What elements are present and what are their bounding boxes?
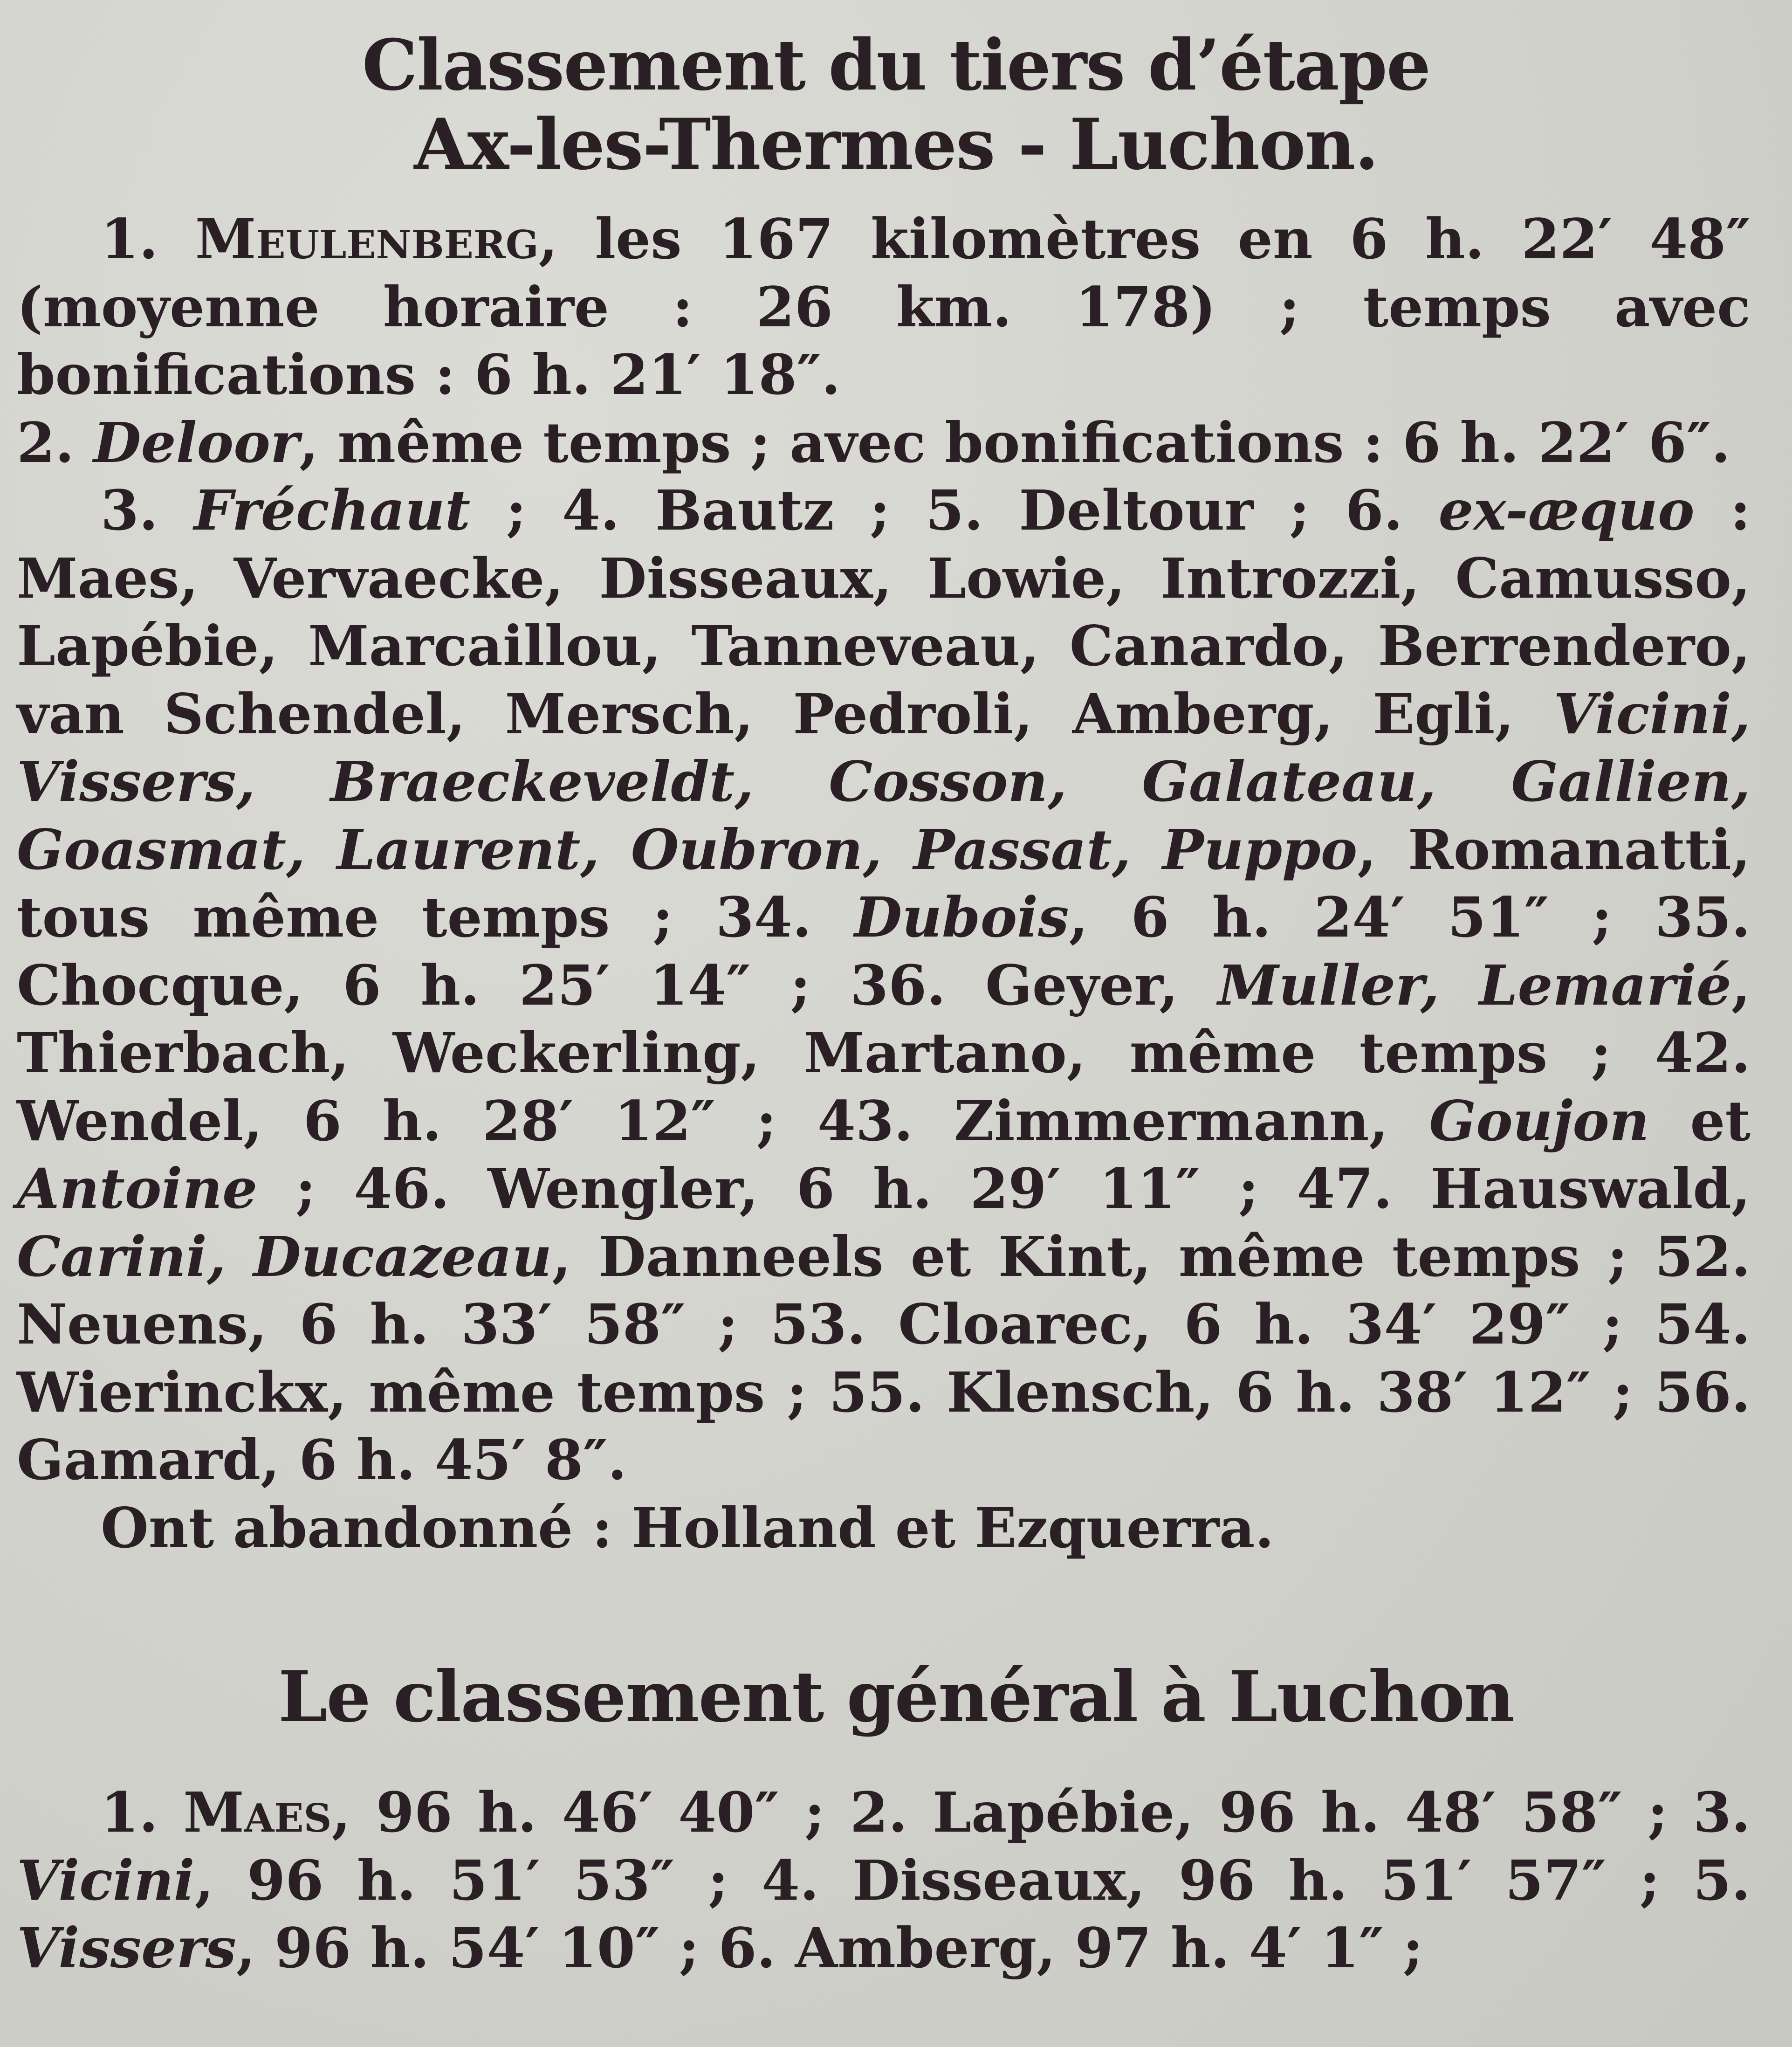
rank-43-name-a: Goujon xyxy=(1429,1088,1649,1153)
stage-ranking-title-line1: Classement du tiers d’étape xyxy=(362,24,1430,106)
general-ranks-3-5: , 96 h. 51′ 53″ ; 4. Disseaux, 96 h. 51′ 57″ ; 5. xyxy=(194,1847,1751,1913)
general-ranks-5-6: , 96 h. 54′ 10″ ; 6. Amberg, 97 h. 4′ 1″ ; xyxy=(236,1916,1423,1980)
ex-aequo-label: ex-æquo xyxy=(1438,478,1695,543)
ranks-34-36: , 6 h. 24′ 51″ ; 35. Chocque, 6 h. 25′ 14″ ; 36. Geyer, xyxy=(17,885,1751,1018)
second-name: Deloor xyxy=(93,410,300,475)
general-ranks-1-3: , 96 h. 46′ 40″ ; 2. Lapébie, 96 h. 48′ 58″ ; 3. xyxy=(331,1780,1751,1845)
general-leader-name: Maes xyxy=(183,1780,332,1845)
stage-ranking-results xyxy=(17,205,1751,1562)
abandon-line: Ont abandonné : Holland et Ezquerra. xyxy=(101,1495,1274,1560)
ex-aequo-italic-group: Vicini, Vissers, Braeckeveldt, Cosson, Galateau, Gallien, Goasmat, Laurent, Oubron, Passat, Puppo xyxy=(17,681,1751,882)
stage-ranking-title-line2: Ax-les-Thermes - Luchon. xyxy=(414,103,1378,186)
general-rank-1: 1. xyxy=(101,1780,158,1845)
ranks-46-47: ; 46. Wengler, 6 h. 29′ 11″ ; 47. Hauswald, xyxy=(257,1156,1751,1221)
ex-aequo-end: , Romanatti, tous même temps ; 34. xyxy=(17,817,1751,950)
result-paragraph-2 xyxy=(17,409,1751,477)
result-paragraph-1 xyxy=(17,205,1751,409)
rank-47-italic-names: Carini, Ducazeau xyxy=(17,1224,552,1289)
rank-36-italic-names: Muller, Lemarié xyxy=(1217,952,1731,1018)
general-rank-3-name: Vicini xyxy=(17,1847,195,1913)
ranks-36-43: , Thierbach, Weckerling, Martano, même temps ; 42. Wendel, 6 h. 28′ 12″ ; 43. Zimmermann, xyxy=(17,952,1751,1153)
ex-aequo-list: : Maes, Vervaecke, Disseaux, Lowie, Introzzi, Camusso, Lapébie, Marcaillou, Tanneveau, Canardo, Berrendero, van Schendel, Mersch, Pedroli, Amberg, Egli, xyxy=(17,478,1751,746)
rank-2: 2. xyxy=(17,410,75,475)
rank-43-conj: et xyxy=(1649,1088,1751,1153)
winner-details: , les 167 kilomètres en 6 h. 22′ 48″ (moyenne horaire : 26 km. 178) ; temps avec bonifications : 6 h. 21′ 18″. xyxy=(17,207,1751,407)
general-ranking-results xyxy=(17,1778,1751,1982)
rank-1: 1. xyxy=(101,207,158,271)
general-rank-5-name: Vissers xyxy=(17,1916,236,1980)
general-ranking-title: Le classement général à Luchon xyxy=(278,1656,1514,1738)
ranks-4-6: ; 4. Bautz ; 5. Deltour ; 6. xyxy=(470,478,1439,543)
winner-name: Meulenberg xyxy=(195,207,539,271)
result-paragraph-3 xyxy=(17,476,1751,1494)
rank-3: 3. xyxy=(101,478,158,543)
third-name: Fréchaut xyxy=(193,478,471,543)
ranks-47-56: , Danneels et Kint, même temps ; 52. Neuens, 6 h. 33′ 58″ ; 53. Cloarec, 6 h. 34′ 29″ ; 54. Wierinckx, même temps ; 55. Klensch, 6 h. 38′ 12″ ; 56. Gamard, 6 h. 45′ 8″. xyxy=(17,1224,1751,1492)
second-details: , même temps ; avec bonifications : 6 h. 22′ 6″. xyxy=(299,410,1730,475)
general-ranking-paragraph xyxy=(17,1778,1751,1982)
rank-43-name-b: Antoine xyxy=(17,1156,258,1221)
rank-34-name: Dubois xyxy=(854,885,1069,950)
